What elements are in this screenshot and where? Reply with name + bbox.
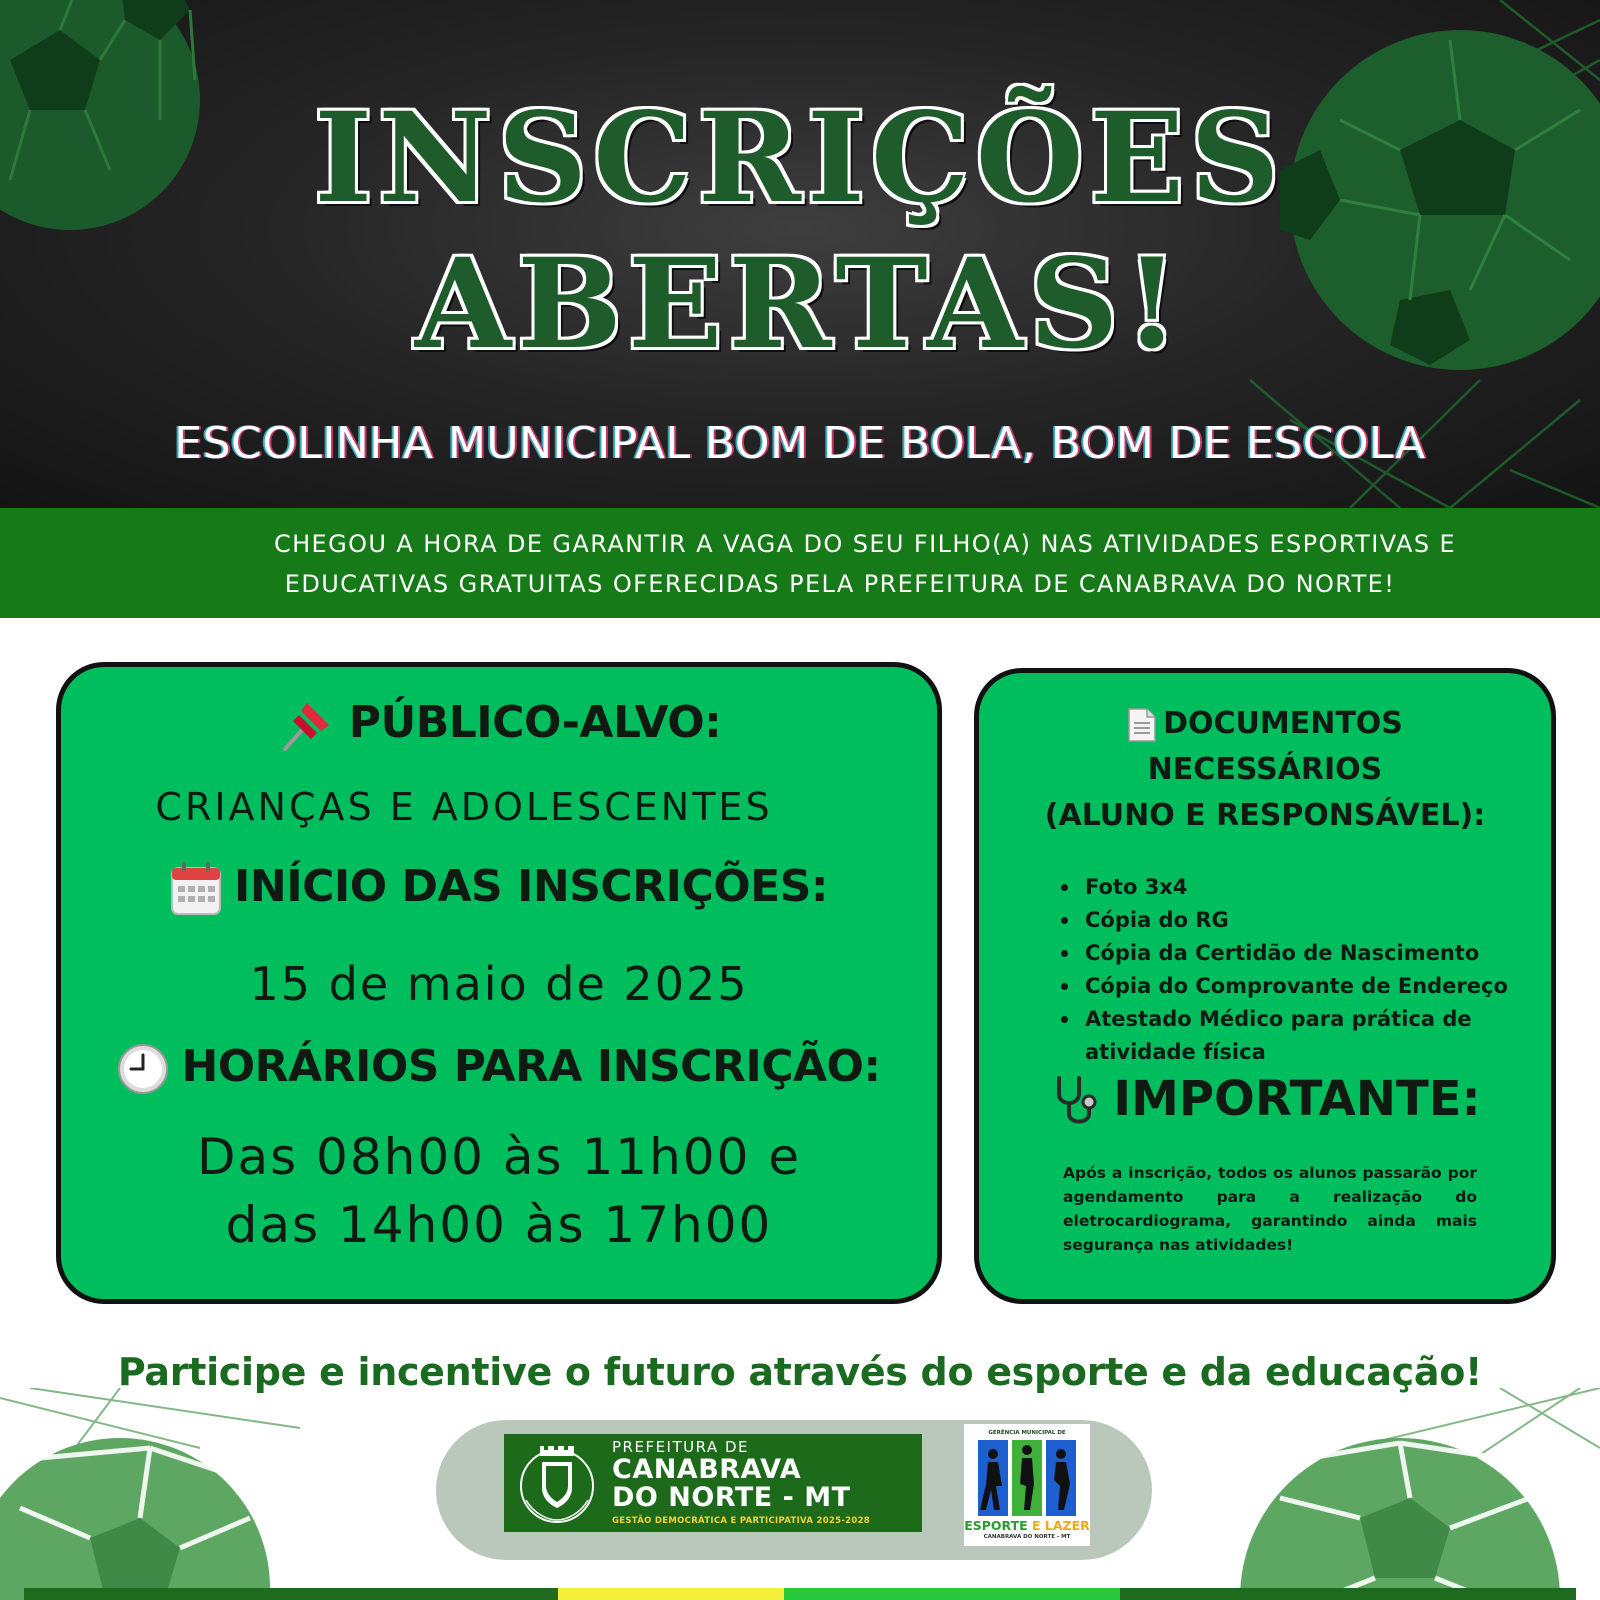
coat-of-arms-icon — [514, 1440, 600, 1526]
documents-title-3: (ALUNO E RESPONSÁVEL): — [1044, 798, 1486, 833]
footer-stripe-4 — [1120, 1588, 1576, 1600]
publico-heading-row — [61, 695, 937, 755]
footer-stripe-1 — [24, 1588, 558, 1600]
esporte-lazer-logo — [964, 1424, 1090, 1546]
horarios-line-1: Das 08h00 às 11h00 e — [196, 1128, 802, 1186]
subtitle: ESCOLINHA MUNICIPAL BOM DE BOLA, BOM DE ESCOLA — [174, 418, 1426, 469]
prefeitura-tagline: GESTÃO DEMOCRÁTICA E PARTICIPATIVA 2025-2028 — [612, 1516, 871, 1526]
prefeitura-logo — [504, 1434, 922, 1532]
stethoscope-icon — [1049, 1074, 1101, 1130]
intro-band — [0, 508, 1600, 618]
list-item: Cópia do Comprovante de Endereço — [1057, 970, 1508, 1003]
inicio-heading: INÍCIO DAS INSCRIÇÕES: — [234, 861, 828, 912]
intro-line-1: CHEGOU A HORA DE GARANTIR A VAGA DO SEU FILHO(A) NAS ATIVIDADES ESPORTIVAS E — [273, 530, 1457, 558]
important-heading: IMPORTANTE: — [1113, 1071, 1481, 1127]
documents-title-1: DOCUMENTOS — [1163, 706, 1403, 741]
soccer-ball-bottom-left-icon — [0, 1388, 320, 1600]
important-heading-row — [979, 1071, 1551, 1130]
document-icon — [1127, 707, 1157, 743]
documents-title-2: NECESSÁRIOS — [1147, 752, 1383, 787]
soccer-ball-bottom-right-icon — [1200, 1388, 1600, 1600]
title-line-2: ABERTAS! — [414, 232, 1186, 377]
important-text: Após a inscrição, todos os alunos passarão por agendamento para a realização do eletrocardiograma, garantindo ainda mais segurança nas atividades! — [1063, 1164, 1477, 1254]
inicio-heading-row — [61, 861, 937, 916]
athletes-icon — [978, 1440, 1076, 1516]
lazer-word: E LAZER — [1032, 1518, 1090, 1533]
horarios-line-2: das 14h00 às 17h00 — [225, 1196, 773, 1254]
esporte-head: GERÊNCIA MUNICIPAL DE — [988, 1430, 1066, 1436]
footer-stripe-3 — [784, 1588, 1120, 1600]
esporte-name — [964, 1518, 1090, 1533]
clock-icon — [117, 1043, 169, 1095]
prefeitura-small: PREFEITURA DE — [612, 1438, 749, 1456]
publico-value: CRIANÇAS E ADOLESCENTES — [155, 785, 773, 829]
horarios-heading: HORÁRIOS PARA INSCRIÇÃO: — [181, 1041, 881, 1092]
prefeitura-line-1: CANABRAVA — [612, 1454, 802, 1485]
inicio-value: 15 de maio de 2025 — [249, 957, 749, 1011]
info-card — [56, 662, 942, 1304]
documents-card — [974, 668, 1556, 1304]
footer-stripe-2 — [558, 1588, 784, 1600]
esporte-city: CANABRAVA DO NORTE - MT — [983, 1534, 1071, 1540]
publico-heading: PÚBLICO-ALVO: — [348, 697, 722, 748]
horarios-heading-row — [61, 1041, 937, 1095]
documents-title-row — [979, 701, 1551, 747]
documents-list — [1057, 871, 1508, 1069]
hero-banner — [0, 0, 1600, 508]
prefeitura-line-2: DO NORTE - MT — [612, 1482, 851, 1513]
footer-slogan: Participe e incentive o futuro através do esporte e da educação! — [117, 1350, 1483, 1394]
list-item: Cópia da Certidão de Nascimento — [1057, 937, 1508, 970]
title-line-1: INSCRIÇÕES — [314, 86, 1286, 231]
esporte-word: ESPORTE — [964, 1518, 1028, 1533]
list-item: Atestado Médico para prática de — [1057, 1003, 1508, 1036]
intro-line-2: EDUCATIVAS GRATUITAS OFERECIDAS PELA PREFEITURA DE CANABRAVA DO NORTE! — [284, 570, 1396, 598]
list-item: Foto 3x4 — [1057, 871, 1508, 904]
pushpin-icon — [277, 695, 337, 755]
list-item-continuation: atividade física — [1085, 1040, 1266, 1064]
list-item: Cópia do RG — [1057, 904, 1508, 937]
calendar-icon — [170, 862, 222, 916]
